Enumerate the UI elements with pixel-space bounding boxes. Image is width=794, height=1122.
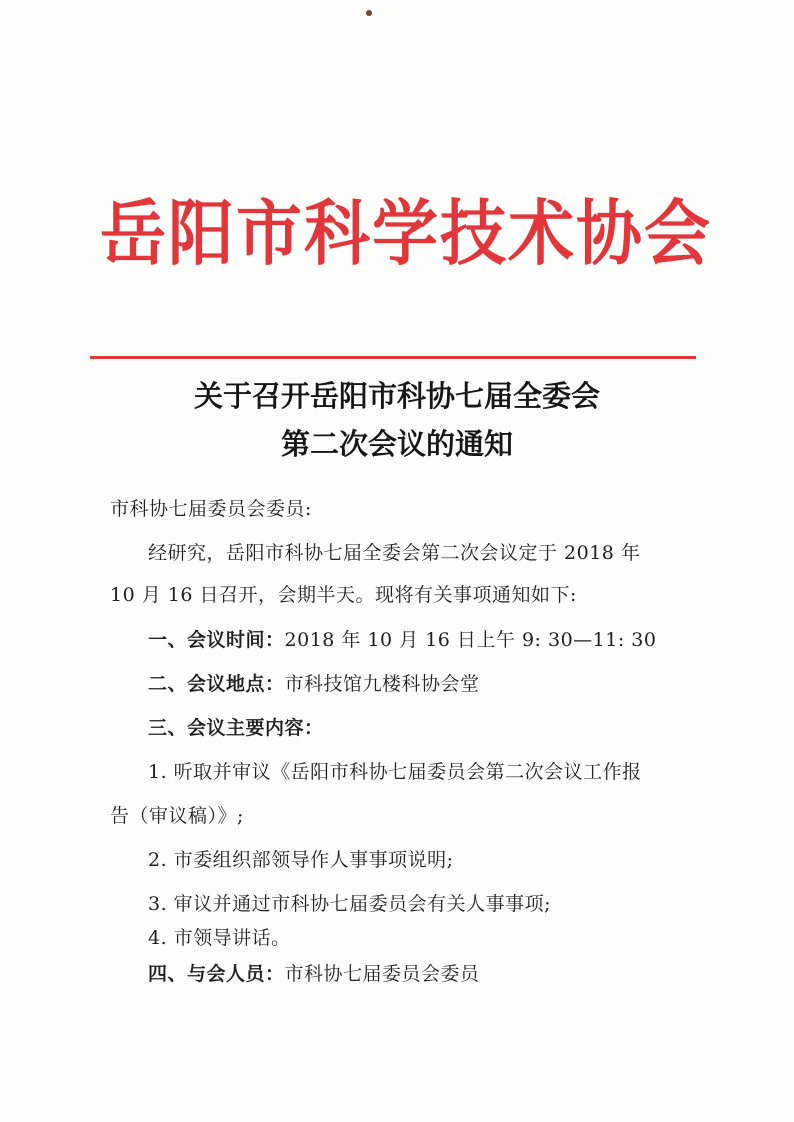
scan-speck: [366, 10, 372, 16]
content-item-4: 4. 市领导讲话。: [148, 927, 291, 949]
content-item-1-line-1: 1. 听取并审议《岳阳市科协七届委员会第二次会议工作报: [148, 761, 642, 783]
attendees-label: 四、与会人员：: [148, 963, 285, 985]
meeting-place-label: 二、会议地点：: [148, 673, 285, 695]
intro-line-2: 10 月 16 日召开，会期半天。现将有关事项通知如下:: [110, 584, 577, 606]
letterhead-rule: [90, 356, 696, 359]
attendees-item: [148, 961, 480, 987]
meeting-time-value: 2018 年 10 月 16 日上午 9: 30—11: 30: [284, 629, 657, 651]
meeting-place-item: [148, 671, 480, 697]
meeting-content-item: [148, 715, 324, 741]
meeting-place-value: 市科技馆九楼科协会堂: [284, 673, 480, 695]
notice-title-line-2: 第二次会议的通知: [280, 427, 513, 461]
meeting-time-label: 一、会议时间：: [148, 629, 285, 651]
meeting-time-item: [148, 627, 656, 653]
intro-line-1: 经研究，岳阳市科协七届全委会第二次会议定于 2018 年: [148, 542, 641, 564]
attendees-value: 市科协七届委员会委员: [284, 963, 480, 985]
meeting-content-label: 三、会议主要内容：: [148, 717, 324, 739]
letterhead-organization: 岳阳市科学技术协会: [100, 192, 712, 276]
content-item-3: 3. 审议并通过市科协七届委员会有关人事事项;: [148, 893, 552, 915]
notice-title-line-1: 关于召开岳阳市科协七届全委会: [193, 379, 600, 413]
content-item-1-line-2: 告（审议稿）》;: [110, 805, 244, 827]
content-item-2: 2. 市委组织部领导作人事事项说明;: [148, 849, 454, 871]
salutation: 市科协七届委员会委员:: [110, 498, 312, 520]
